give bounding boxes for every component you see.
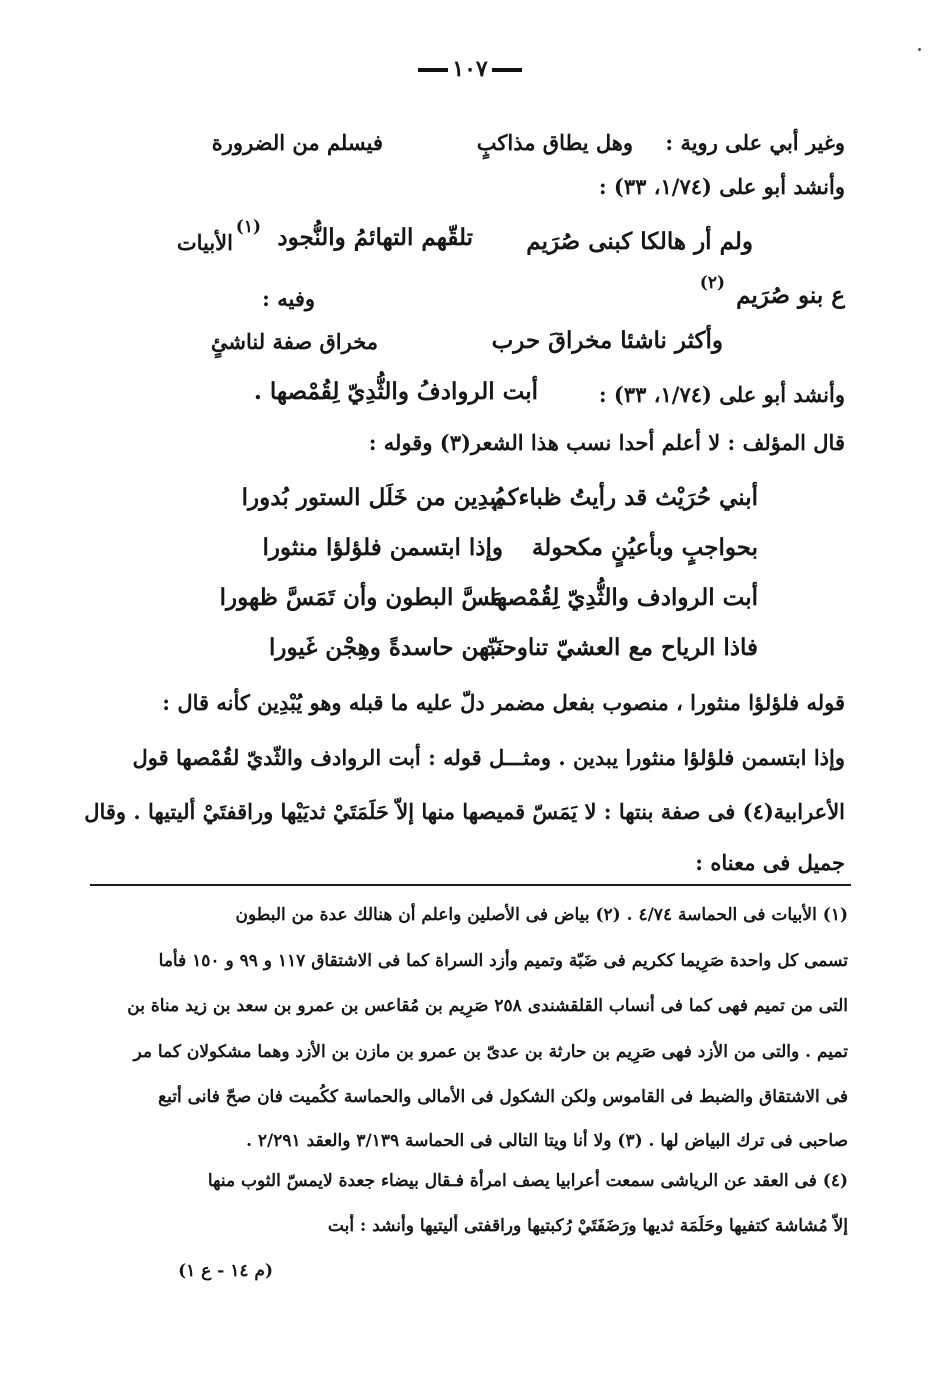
verse3-first: أبت الروادف والثُّدِيّ لِقُمْصها: [489, 584, 758, 611]
paragraph-line-1: قوله فلؤلؤا منثورا ، منصوب بفعل مضمر دلّ عليه ما قبله وهو يُبْدِين كأنه قال :: [162, 690, 845, 715]
verse4-first: فاذا الرياح مع العشيّ تناوحت: [479, 634, 758, 661]
line7: قال المؤلف : لا أعلم أحدا نسب هذا الشعر(٣) وقوله :: [368, 430, 845, 455]
footnote-mark-1: (١): [235, 217, 261, 237]
line4-right: ع بنو صُرَيم: [736, 282, 845, 309]
paragraph-line-4: جميل فى معناه :: [695, 850, 845, 875]
line6-left: أبت الروادفُ والثُّدِيّ لِقُمْصها .: [253, 378, 538, 405]
paragraph-line-2: وإذا ابتسمن فلؤلؤا منثورا يبدين . ومثـــل قوله : أبت الروادف والثّديّ لقُمْصها قول: [132, 745, 845, 770]
verse3-second: مَسَّ البطون وأن تَمَسَّ ظهورا: [219, 584, 503, 611]
footnote-separator: [90, 884, 851, 886]
line1-mid: وهل يطاق مذاكبٍ: [476, 130, 633, 155]
line1-left: فيسلم من الضرورة: [211, 130, 383, 155]
footnote-line-1: (١) الأبيات فى الحماسة ٤/٧٤ . (٢) بياض فى الأصلين واعلم أن هنالك عدة من البطون: [235, 905, 848, 925]
footnote-line-7: (٤) فى العقد عن الرياشى سمعت أعرابيا يصف امرأة فـقال بيضاء جعدة لايمسّ الثوب منها: [207, 1171, 848, 1191]
scan-speck: [918, 48, 921, 51]
footnote-line-4: تميم . والتى من الأزد فهى صَرِيم بن حارثة بن عدىّ بن عمرو بن مازن بن الأزد وهما مشكولان كما مر: [133, 1042, 848, 1062]
line4-left: وفيه :: [262, 286, 315, 311]
line3-right: ولم أر هالكا كبنى صُرَيم: [526, 228, 753, 255]
footnote-mark-2: (٢): [699, 273, 725, 293]
line6-right: وأنشد أبو على (١/٧٤، ٣٣) :: [598, 382, 845, 407]
page-number-dash-right: [492, 68, 522, 72]
footnote-line-6: صاحبى فى ترك البياض لها . (٣) ولا أنا ويتا التالى فى الحماسة ٣/١٣٩ والعقد ٢/٢٩١ .: [246, 1131, 848, 1151]
verse1-second: يُبدِين من خَلَل الستور بُدورا: [241, 484, 503, 511]
verse2-second: وإذا ابتسمن فلؤلؤا منثورا: [262, 534, 503, 561]
page-number: [380, 56, 560, 82]
line2: وأنشد أبو على (١/٧٤، ٣٣) :: [598, 174, 845, 199]
verse4-second: نَبّهن حاسدةً وهِجْن غَيورا: [268, 634, 503, 661]
page-number-dash-left: [418, 68, 448, 72]
paragraph-line-3: الأعرابية(٤) فى صفة بنتها : لا يَمَسّ قميصها منها إلاّ حَلَمَتَيْ ثديَيْها وراقفتَيْ أليتيها . وقال: [84, 799, 845, 824]
line1-right: وغير أبي على روية :: [665, 130, 845, 155]
verse1-first: أبني حُرَيْث قد رأيتُ ظباءكم: [492, 484, 758, 511]
signature-mark: (م ١٤ - ع ١): [178, 1261, 273, 1281]
footnote-line-5: فى الاشتقاق والضبط فى القاموس ولكن الشكول فى الأمالى والحماسة ككُميت فان صحّ فانى أتبع: [158, 1087, 848, 1107]
line5-right: وأكثر ناشئا مخراقَ حرب: [491, 327, 723, 354]
line5-left: مخراق صفة لناشئٍ: [210, 329, 378, 354]
footnote-line-3: التى من تميم فهى كما فى أنساب القلقشندى ٢٥٨ صَرِيم بن مُقاعس بن عمرو بن سعد بن زيد مناة بن: [127, 996, 848, 1016]
footnote-line-2: تسمى كل واحدة صَرِيما ككريم فى ضَبّة وتميم وأزد السراة كما فى الاشتقاق ١١٧ و ٩٩ و ١٥٠ فأما: [158, 951, 848, 971]
verse2-first: بحواجبٍ وبأعيُنٍ مكحولة: [531, 534, 758, 561]
line3-mid: تلقّهم التهائمُ والنُّجود: [277, 224, 473, 251]
line3-left: الأبيات: [176, 230, 233, 255]
footnote-line-8: إلاّ مُشاشة كتفيها وحَلَمَة ثديها ورَضَفَتَيْ رُكبتيها وراقفتى أليتيها وأنشد : أبت: [327, 1216, 848, 1236]
page-number-text: ١٠٧: [452, 56, 488, 82]
